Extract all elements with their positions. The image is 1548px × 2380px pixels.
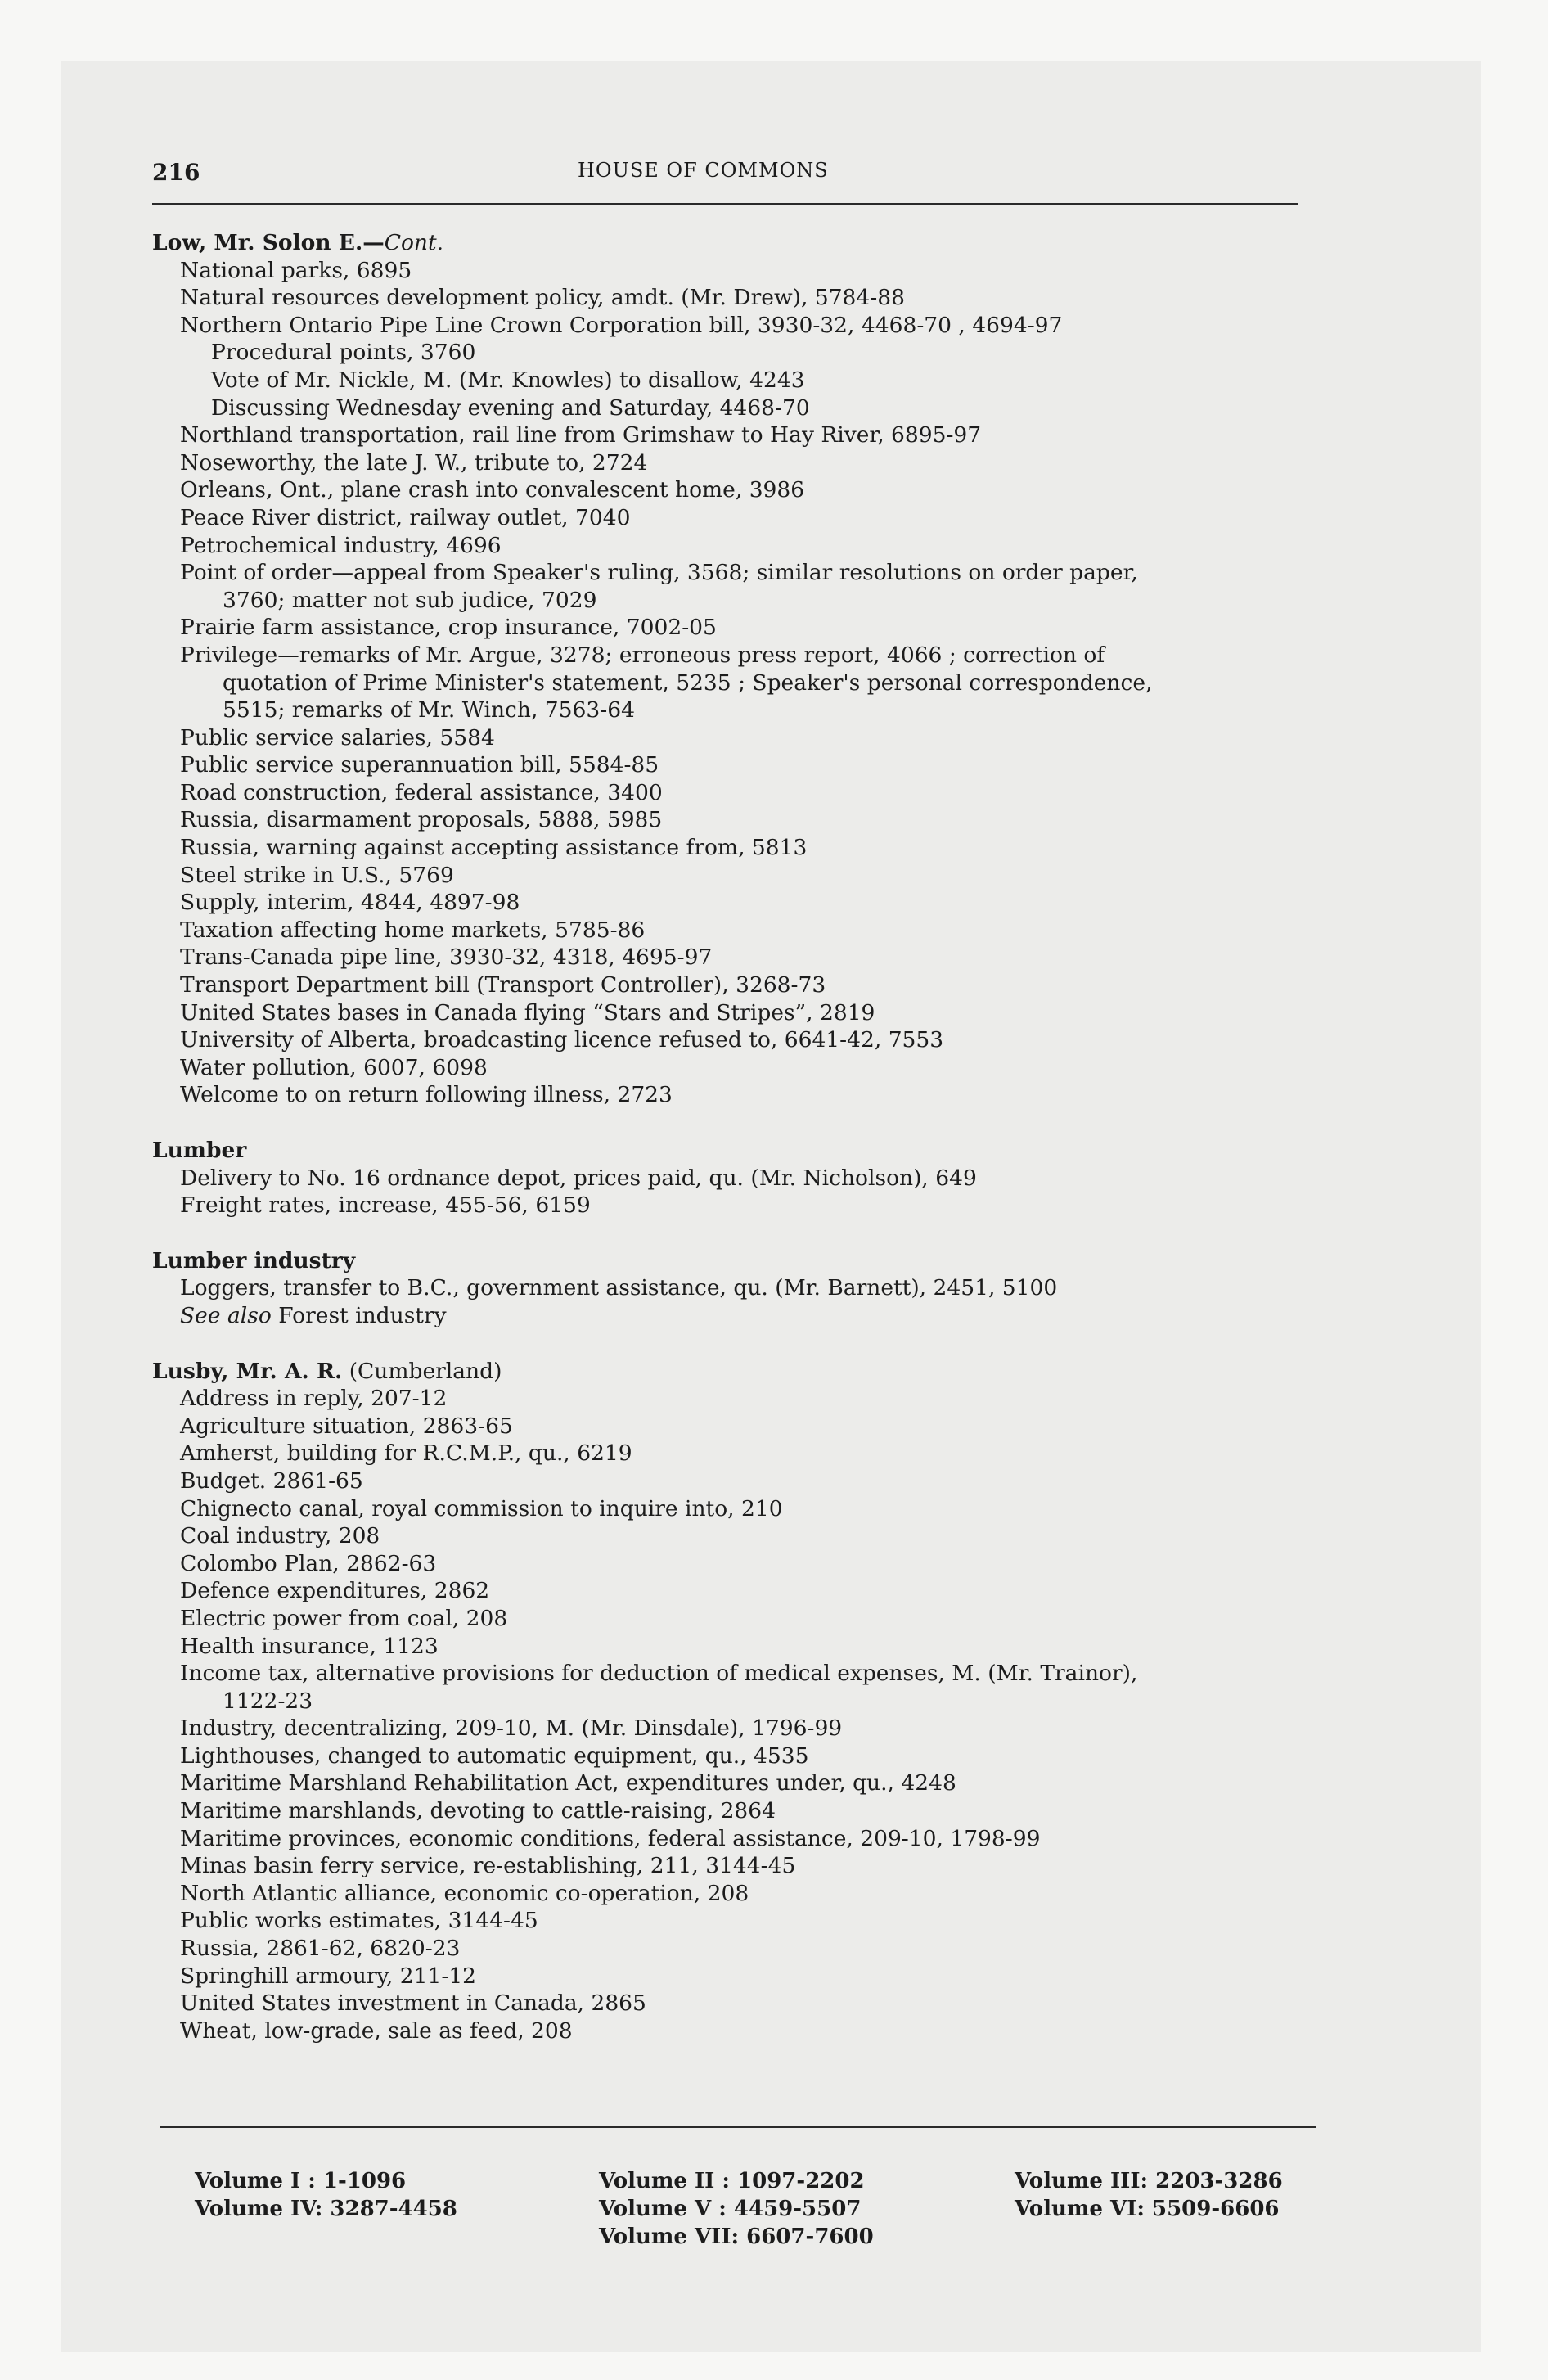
index-line: Russia, 2861-62, 6820-23 <box>180 1936 461 1962</box>
index-line: Industry, decentralizing, 209-10, M. (Mr. Dinsdale), 1796-99 <box>180 1715 843 1742</box>
index-line: Coal industry, 208 <box>180 1523 380 1549</box>
page-header <box>152 151 1298 205</box>
index-line: Russia, warning against accepting assistance from, 5813 <box>180 835 808 861</box>
index-line: Prairie farm assistance, crop insurance, 7002-05 <box>180 615 717 641</box>
index-line: Steel strike in U.S., 5769 <box>180 862 454 888</box>
index-line: Maritime provinces, economic conditions, federal assistance, 209-10, 1798-99 <box>180 1825 1041 1851</box>
index-line: Amherst, building for R.C.M.P., qu., 6219 <box>180 1440 632 1467</box>
index-line: Peace River district, railway outlet, 7040 <box>180 504 631 530</box>
entry-heading: Lumber <box>152 1138 247 1163</box>
index-line: Public works estimates, 3144-45 <box>180 1908 538 1934</box>
index-continuation: 3760; matter not sub judice, 7029 <box>223 587 597 613</box>
volume-key-column <box>599 2167 874 2251</box>
index-line: Lighthouses, changed to automatic equipment, qu., 4535 <box>180 1742 809 1769</box>
index-line: Petrochemical industry, 4696 <box>180 532 502 558</box>
index-line: Maritime marshlands, devoting to cattle-raising, 2864 <box>180 1798 776 1824</box>
index-line: Road construction, federal assistance, 3400 <box>180 779 663 805</box>
index-subline: Vote of Mr. Nickle, M. (Mr. Knowles) to disallow, 4243 <box>211 367 805 393</box>
index-line: Noseworthy, the late J. W., tribute to, 2724 <box>180 449 648 476</box>
index-line: Taxation affecting home markets, 5785-86 <box>180 917 646 943</box>
entry-heading: Lusby, Mr. A. R. (Cumberland) <box>152 1358 502 1384</box>
index-line: Public service superannuation bill, 5584-85 <box>180 752 659 778</box>
see-also-label: See also <box>180 1302 272 1328</box>
index-line: United States bases in Canada flying “Stars and Stripes”, 2819 <box>180 999 875 1025</box>
index-line: Orleans, Ont., plane crash into convalescent home, 3986 <box>180 477 805 503</box>
volume-key-line: Volume II : 1097-2202 <box>599 2169 865 2193</box>
index-line: Welcome to on return following illness, 2723 <box>180 1082 673 1108</box>
index-line: Colombo Plan, 2862-63 <box>180 1550 437 1576</box>
index-line: Minas basin ferry service, re-establishing, 211, 3144-45 <box>180 1853 796 1879</box>
volume-key-line: Volume I : 1-1096 <box>195 2169 407 2193</box>
index-entries <box>152 229 1298 2044</box>
index-line: North Atlantic alliance, economic co-operation, 208 <box>180 1880 749 1906</box>
index-subline: Discussing Wednesday evening and Saturday, 4468-70 <box>211 394 810 421</box>
see-also-line <box>152 1302 1298 1330</box>
index-line: Trans-Canada pipe line, 3930-32, 4318, 4695-97 <box>180 944 713 971</box>
index-line: Privilege—remarks of Mr. Argue, 3278; erroneous press report, 4066 ; correction of <box>180 642 1105 668</box>
index-continuation: quotation of Prime Minister's statement, 5235 ; Speaker's personal correspondence, <box>223 669 1153 696</box>
index-continuation: 5515; remarks of Mr. Winch, 7563-64 <box>223 697 635 723</box>
index-subline: Procedural points, 3760 <box>211 340 476 366</box>
index-line: Maritime Marshland Rehabilitation Act, expenditures under, qu., 4248 <box>180 1770 956 1796</box>
entry-heading: Lumber industry <box>152 1247 356 1273</box>
index-line: Defence expenditures, 2862 <box>180 1578 490 1604</box>
volume-key-column <box>195 2167 457 2223</box>
entry-heading: Low, Mr. Solon E.—Cont. <box>152 230 444 255</box>
index-line: Agriculture situation, 2863-65 <box>180 1413 513 1439</box>
see-also-target: Forest industry <box>278 1302 447 1328</box>
index-line: Northern Ontario Pipe Line Crown Corporation bill, 3930-32, 4468-70 , 4694-97 <box>180 312 1063 338</box>
index-line: Point of order—appeal from Speaker's ruling, 3568; similar resolutions on order paper, <box>180 560 1138 586</box>
volume-key-line: Volume V : 4459-5507 <box>599 2197 862 2221</box>
index-line: Water pollution, 6007, 6098 <box>180 1054 488 1080</box>
index-line: University of Alberta, broadcasting licence refused to, 6641-42, 7553 <box>180 1027 944 1053</box>
index-line: Delivery to No. 16 ordnance depot, prices paid, qu. (Mr. Nicholson), 649 <box>180 1165 977 1191</box>
index-line: Transport Department bill (Transport Controller), 3268-73 <box>180 972 826 998</box>
index-line: Supply, interim, 4844, 4897-98 <box>180 890 520 916</box>
index-entry-lumber-industry <box>152 1247 1298 1330</box>
index-entry-lusby <box>152 1358 1298 2045</box>
index-entry-lumber <box>152 1137 1298 1219</box>
index-line: Address in reply, 207-12 <box>180 1386 448 1412</box>
page-number: 216 <box>152 159 200 186</box>
index-line: Budget. 2861-65 <box>180 1467 363 1494</box>
index-line: Freight rates, increase, 455-56, 6159 <box>180 1192 591 1219</box>
index-line: Wheat, low-grade, sale as feed, 208 <box>180 2017 573 2044</box>
index-line: Income tax, alternative provisions for deduction of medical expenses, M. (Mr. Trainor), <box>180 1661 1138 1687</box>
index-line: Electric power from coal, 208 <box>180 1605 508 1631</box>
index-continuation: 1122-23 <box>223 1688 313 1714</box>
index-line: Chignecto canal, royal commission to inquire into, 210 <box>180 1495 783 1521</box>
volume-key-line: Volume VI: 5509-6606 <box>1015 2197 1280 2221</box>
index-line: Natural resources development policy, amdt. (Mr. Drew), 5784-88 <box>180 285 905 311</box>
volume-key-line: Volume IV: 3287-4458 <box>195 2197 457 2221</box>
index-entry-low-solon <box>152 229 1298 1109</box>
volume-key-line: Volume VII: 6607-7600 <box>599 2224 874 2249</box>
index-line: United States investment in Canada, 2865 <box>180 1990 646 2017</box>
index-line: Public service salaries, 5584 <box>180 724 495 751</box>
index-page <box>152 151 1298 2072</box>
footer-divider <box>160 2126 1316 2128</box>
volume-key-line: Volume III: 2203-3286 <box>1015 2169 1283 2193</box>
index-line: Russia, disarmament proposals, 5888, 5985 <box>180 807 663 833</box>
index-line: Springhill armoury, 211-12 <box>180 1963 477 1989</box>
index-line: Northland transportation, rail line from Grimshaw to Hay River, 6895-97 <box>180 422 982 449</box>
volume-key-column <box>1015 2167 1283 2223</box>
running-head: HOUSE OF COMMONS <box>578 159 829 182</box>
index-line: National parks, 6895 <box>180 257 412 283</box>
index-line: Loggers, transfer to B.C., government assistance, qu. (Mr. Barnett), 2451, 5100 <box>180 1275 1058 1301</box>
index-line: Health insurance, 1123 <box>180 1633 439 1659</box>
